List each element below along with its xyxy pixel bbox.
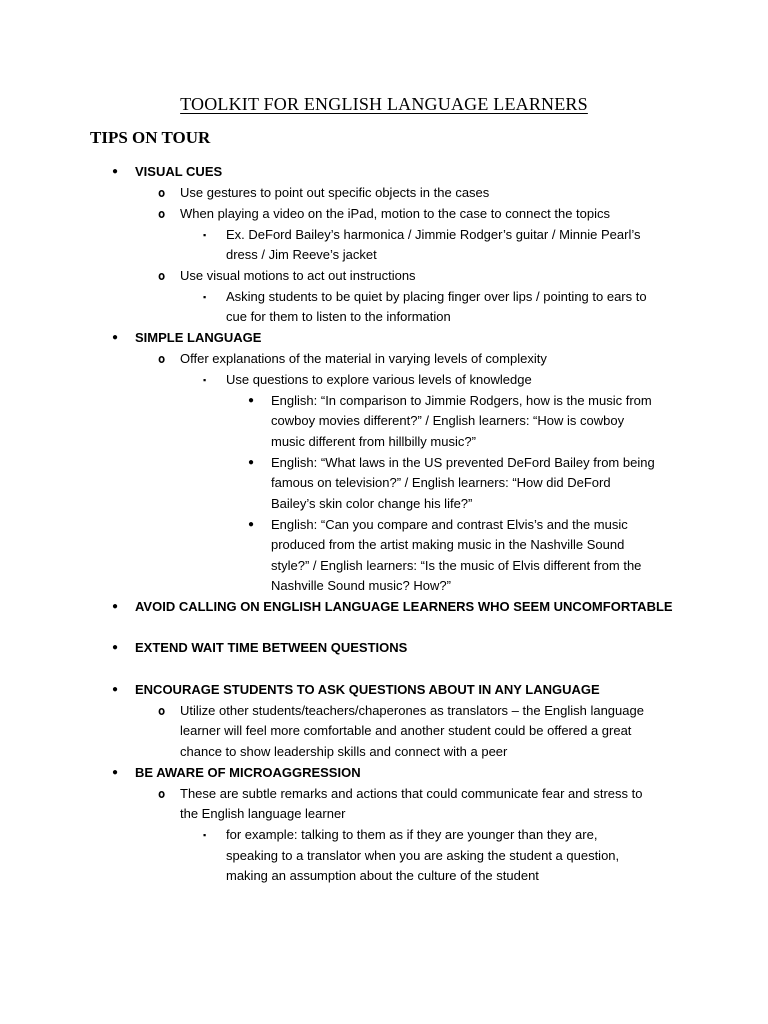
list-item-continuation: music different from hillbilly music?” — [271, 434, 476, 449]
dot-bullet-marker: ● — [248, 519, 255, 530]
bullet-marker: ● — [112, 767, 119, 778]
list-item: English: “Can you compare and contrast Elvis’s and the music — [271, 517, 628, 532]
list-item: Use visual motions to act out instructions — [180, 268, 416, 283]
list-item: Asking students to be quiet by placing finger over lips / pointing to ears to — [226, 289, 647, 304]
list-item: English: “In comparison to Jimmie Rodgers, how is the music from — [271, 393, 652, 408]
list-item-continuation: cowboy movies different?” / English learners: “How is cowboy — [271, 413, 625, 428]
sub-bullet-marker: o — [158, 186, 166, 200]
square-bullet-marker: ▪ — [203, 292, 207, 302]
section-encourage-questions: ENCOURAGE STUDENTS TO ASK QUESTIONS ABOUT IN ANY LANGUAGE — [135, 682, 600, 697]
list-item: Utilize other students/teachers/chaperones as translators – the English language — [180, 703, 644, 718]
section-simple-language: SIMPLE LANGUAGE — [135, 330, 262, 345]
list-item-continuation: dress / Jim Reeve’s jacket — [226, 247, 377, 262]
section-extend-wait-time: EXTEND WAIT TIME BETWEEN QUESTIONS — [135, 640, 408, 655]
sub-bullet-marker: o — [158, 269, 166, 283]
square-bullet-marker: ▪ — [203, 375, 207, 385]
dot-bullet-marker: ● — [248, 395, 255, 406]
list-item-continuation: produced from the artist making music in the Nashville Sound — [271, 537, 625, 552]
sub-bullet-marker: o — [158, 787, 166, 801]
list-item-continuation: cue for them to listen to the information — [226, 309, 451, 324]
sub-bullet-marker: o — [158, 704, 166, 718]
list-item: Ex. DeFord Bailey’s harmonica / Jimmie Rodger’s guitar / Minnie Pearl’s — [226, 227, 641, 242]
list-item: Offer explanations of the material in varying levels of complexity — [180, 351, 547, 366]
bullet-marker: ● — [112, 166, 119, 177]
section-avoid-calling: AVOID CALLING ON ENGLISH LANGUAGE LEARNERS WHO SEEM UNCOMFORTABLE — [135, 599, 673, 614]
list-item-continuation: learner will feel more comfortable and another student could be offered a great — [180, 723, 632, 738]
list-item-continuation: style?” / English learners: “Is the music of Elvis different from the — [271, 558, 642, 573]
dot-bullet-marker: ● — [248, 457, 255, 468]
bullet-marker: ● — [112, 332, 119, 343]
document-title: TOOLKIT FOR ENGLISH LANGUAGE LEARNERS — [180, 94, 588, 114]
list-item: Use gestures to point out specific objects in the cases — [180, 185, 490, 200]
bullet-marker: ● — [112, 642, 119, 653]
list-item: English: “What laws in the US prevented DeFord Bailey from being — [271, 455, 655, 470]
bullet-marker: ● — [112, 684, 119, 695]
list-item: When playing a video on the iPad, motion to the case to connect the topics — [180, 206, 610, 221]
list-item-continuation: famous on television?” / English learners: “How did DeFord — [271, 475, 611, 490]
bullet-marker: ● — [112, 601, 119, 612]
list-item: for example: talking to them as if they are younger than they are, — [226, 827, 598, 842]
list-item-continuation: Nashville Sound music? How?” — [271, 578, 451, 593]
section-microaggression: BE AWARE OF MICROAGGRESSION — [135, 765, 361, 780]
list-item-continuation: making an assumption about the culture of the student — [226, 868, 539, 883]
list-item-continuation: Bailey’s skin color change his life?” — [271, 496, 473, 511]
section-heading: TIPS ON TOUR — [90, 128, 211, 147]
list-item-continuation: chance to show leadership skills and connect with a peer — [180, 744, 508, 759]
list-item-continuation: speaking to a translator when you are asking the student a question, — [226, 848, 620, 863]
square-bullet-marker: ▪ — [203, 230, 207, 240]
list-item: These are subtle remarks and actions that could communicate fear and stress to — [180, 786, 643, 801]
square-bullet-marker: ▪ — [203, 830, 207, 840]
sub-bullet-marker: o — [158, 352, 166, 366]
sub-bullet-marker: o — [158, 207, 166, 221]
list-item-continuation: the English language learner — [180, 806, 346, 821]
section-visual-cues: VISUAL CUES — [135, 164, 223, 179]
list-item: Use questions to explore various levels of knowledge — [226, 372, 532, 387]
